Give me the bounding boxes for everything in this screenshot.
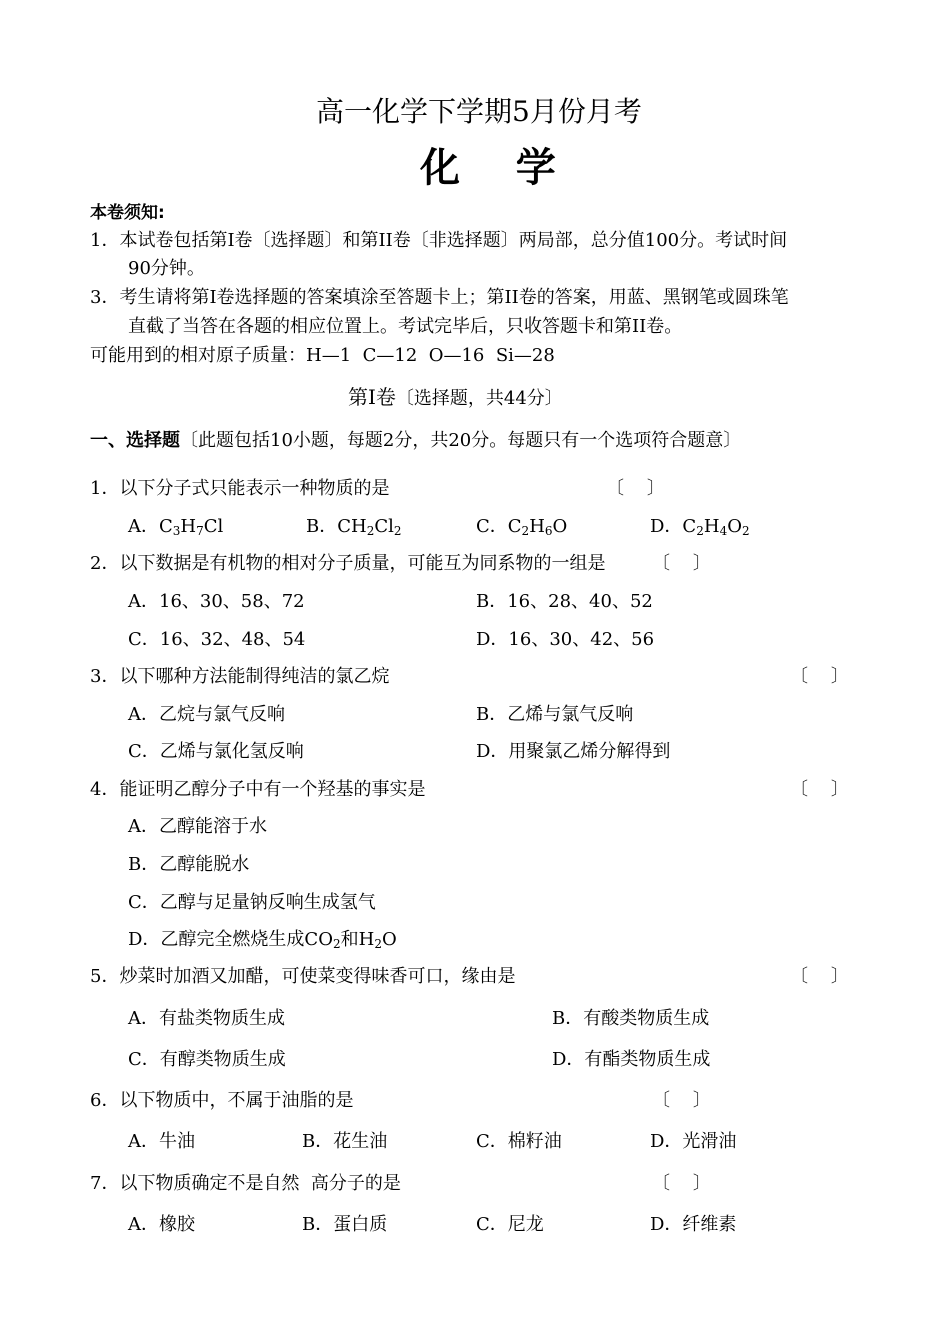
question-4-answer-bracket: 〔 〕: [790, 779, 849, 800]
question-4-option-c: C．乙醇与足量钠反响生成氢气: [128, 892, 376, 913]
question-3-option-b: B．乙烯与氯气反响: [476, 704, 634, 725]
question-7-option-d: D．纤维素: [650, 1214, 737, 1235]
question-7-option-a: A．橡胶: [128, 1214, 195, 1235]
atomic-mass-line: 可能用到的相对原子质量：H—1 C—12 O—16 Si—28: [90, 345, 555, 366]
part-1-title: 第Ⅰ卷: [348, 385, 396, 409]
question-3-option-d: D．用聚氯乙烯分解得到: [476, 741, 671, 762]
question-6-option-a: A．牛油: [128, 1131, 195, 1152]
subject-title: 化 学: [420, 144, 556, 191]
question-1-option-b: B．$CH_2Cl_2$: [306, 516, 402, 538]
question-2-stem: 2．以下数据是有机物的相对分子质量，可能互为同系物的一组是: [90, 553, 606, 574]
part-1-note: 〔选择题，共44分〕: [395, 388, 563, 409]
question-3-option-c: C．乙烯与氯化氢反响: [128, 741, 304, 762]
question-1-option-d: D．$C_2H_4O_2$: [650, 516, 750, 538]
section-1-note: 〔此题包括10小题，每题2分，共20分。每题只有一个选项符合题意〕: [180, 430, 742, 451]
question-3-answer-bracket: 〔 〕: [790, 666, 849, 687]
question-6-stem: 6．以下物质中，不属于油脂的是: [90, 1090, 354, 1111]
question-7-answer-bracket: 〔 〕: [652, 1173, 711, 1194]
question-2-option-d: D．16、30、42、56: [476, 629, 655, 650]
question-1-option-c: C．$C_2H_6O$: [476, 516, 568, 538]
question-7-stem: 7．以下物质确定不是自然 高分子的是: [90, 1173, 401, 1194]
question-7-option-c: C．尼龙: [476, 1214, 544, 1235]
question-5-option-d: D．有酯类物质生成: [552, 1049, 711, 1070]
part-1-heading: [348, 386, 563, 410]
notice-item-3-line-1: 3．考生请将第I卷选择题的答案填涂至答题卡上；第II卷的答案，用蓝、黑钢笔或圆珠笔: [90, 287, 789, 308]
question-1-stem: 1．以下分子式只能表示一种物质的是: [90, 478, 390, 499]
question-6-answer-bracket: 〔 〕: [652, 1090, 711, 1111]
question-4-stem: 4．能证明乙醇分子中有一个羟基的事实是: [90, 779, 426, 800]
question-5-option-c: C．有醇类物质生成: [128, 1049, 286, 1070]
question-5-option-b: B．有酸类物质生成: [552, 1008, 710, 1029]
question-2-option-c: C．16、32、48、54: [128, 629, 306, 650]
notice-heading: 本卷须知:: [90, 203, 165, 223]
question-4-option-d: D．乙醇完全燃烧生成$CO_2$和$H_2O$: [128, 929, 397, 951]
question-7-option-b: B．蛋白质: [302, 1214, 388, 1235]
exam-title: 高一化学下学期5月份月考: [316, 95, 642, 128]
question-2-option-b: B．16、28、40、52: [476, 591, 653, 612]
question-5-answer-bracket: 〔 〕: [790, 966, 849, 987]
question-2-answer-bracket: 〔 〕: [652, 553, 711, 574]
question-4-option-a: A．乙醇能溶于水: [128, 816, 267, 837]
section-1-label: 一、选择题: [90, 430, 180, 451]
question-6-option-b: B．花生油: [302, 1131, 388, 1152]
question-3-stem: 3．以下哪种方法能制得纯洁的氯乙烷: [90, 666, 390, 687]
question-1-option-a: A．$C_3H_7Cl$: [128, 516, 224, 538]
notice-item-1-line-1: 1．本试卷包括第I卷〔选择题〕和第II卷〔非选择题〕两局部，总分值100分。考试时间: [90, 230, 788, 251]
question-5-stem: 5．炒菜时加酒又加醋，可使菜变得味香可口，缘由是: [90, 966, 516, 987]
question-6-option-c: C．棉籽油: [476, 1131, 562, 1152]
question-4-option-b: B．乙醇能脱水: [128, 854, 250, 875]
question-1-answer-bracket: 〔 〕: [606, 478, 665, 499]
notice-item-1-line-2: 90分钟。: [128, 258, 205, 279]
question-2-option-a: A．16、30、58、72: [128, 591, 305, 612]
question-3-option-a: A．乙烷与氯气反响: [128, 704, 285, 725]
question-6-option-d: D．光滑油: [650, 1131, 737, 1152]
section-1-heading: [90, 430, 741, 452]
question-5-option-a: A．有盐类物质生成: [128, 1008, 285, 1029]
notice-item-3-line-2: 直截了当答在各题的相应位置上。考试完毕后，只收答题卡和第II卷。: [128, 316, 683, 337]
